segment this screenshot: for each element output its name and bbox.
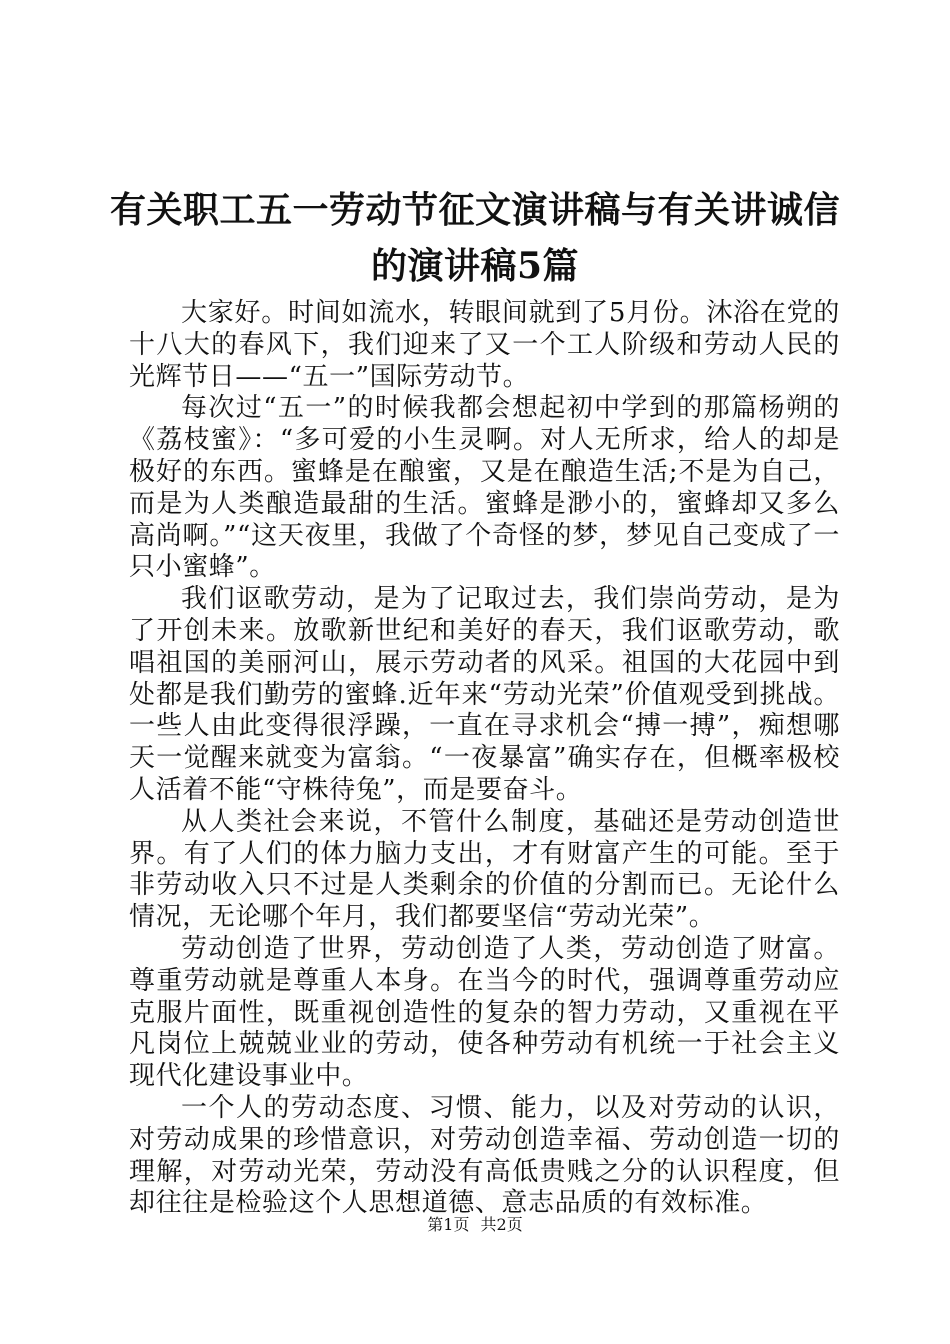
title-line-1: 有关职工五一劳动节征文演讲稿与有关讲诚信	[109, 189, 840, 231]
title-line-2: 的演讲稿5篇	[370, 245, 580, 287]
paragraph: 每次过“五一”的时候我都会想起初中学到的那篇杨朔的《荔枝蜜》：“多可爱的小生灵啊。对人无所求，给人的却是极好的东西。蜜蜂是在酿蜜，又是在酿造生活;不是为自己，而是为人类酿造最甜的生活。蜜蜂是渺小的，蜜蜂却又多么高尚啊。”“这天夜里，我做了个奇怪的梦，梦见自己变成了一只小蜜蜂”。	[129, 393, 840, 583]
paragraph: 我们讴歌劳动，是为了记取过去，我们崇尚劳动，是为了开创未来。放歌新世纪和美好的春天，我们讴歌劳动，歌唱祖国的美丽河山，展示劳动者的风采。祖国的大花园中到处都是我们勤劳的蜜蜂.近年来“劳动光荣”价值观受到挑战。一些人由此变得很浮躁，一直在寻求机会“搏一搏”，痴想哪天一觉醒来就变为富翁。“一夜暴富”确实存在，但概率极校人活着不能“守株待兔”，而是要奋斗。	[129, 584, 840, 805]
page-number: 第1页	[427, 1215, 470, 1234]
document-title	[100, 182, 850, 294]
paragraph: 一个人的劳动态度、习惯、能力，以及对劳动的认识，对劳动成果的珍惜意识，对劳动创造幸福、劳动创造一切的理解，对劳动光荣，劳动没有高低贵贱之分的认识程度，但却往往是检验这个人思想道德、意志品质的有效标准。	[129, 1092, 840, 1219]
document-body	[129, 298, 840, 1220]
paragraph: 大家好。时间如流水，转眼间就到了5月份。沐浴在党的十八大的春风下，我们迎来了又一个工人阶级和劳动人民的光辉节日——“五一”国际劳动节。	[129, 298, 840, 392]
page-footer	[0, 1214, 950, 1236]
paragraph: 从人类社会来说，不管什么制度，基础还是劳动创造世界。有了人们的体力脑力支出，才有财富产生的可能。至于非劳动收入只不过是人类剩余的价值的分割而已。无论什么情况，无论哪个年月，我们都要坚信“劳动光荣”。	[129, 806, 840, 933]
paragraph: 劳动创造了世界，劳动创造了人类，劳动创造了财富。尊重劳动就是尊重人本身。在当今的时代，强调尊重劳动应克服片面性，既重视创造性的复杂的智力劳动，又重视在平凡岗位上兢兢业业的劳动，使各种劳动有机统一于社会主义现代化建设事业中。	[129, 933, 840, 1092]
page-total: 共2页	[480, 1215, 523, 1234]
